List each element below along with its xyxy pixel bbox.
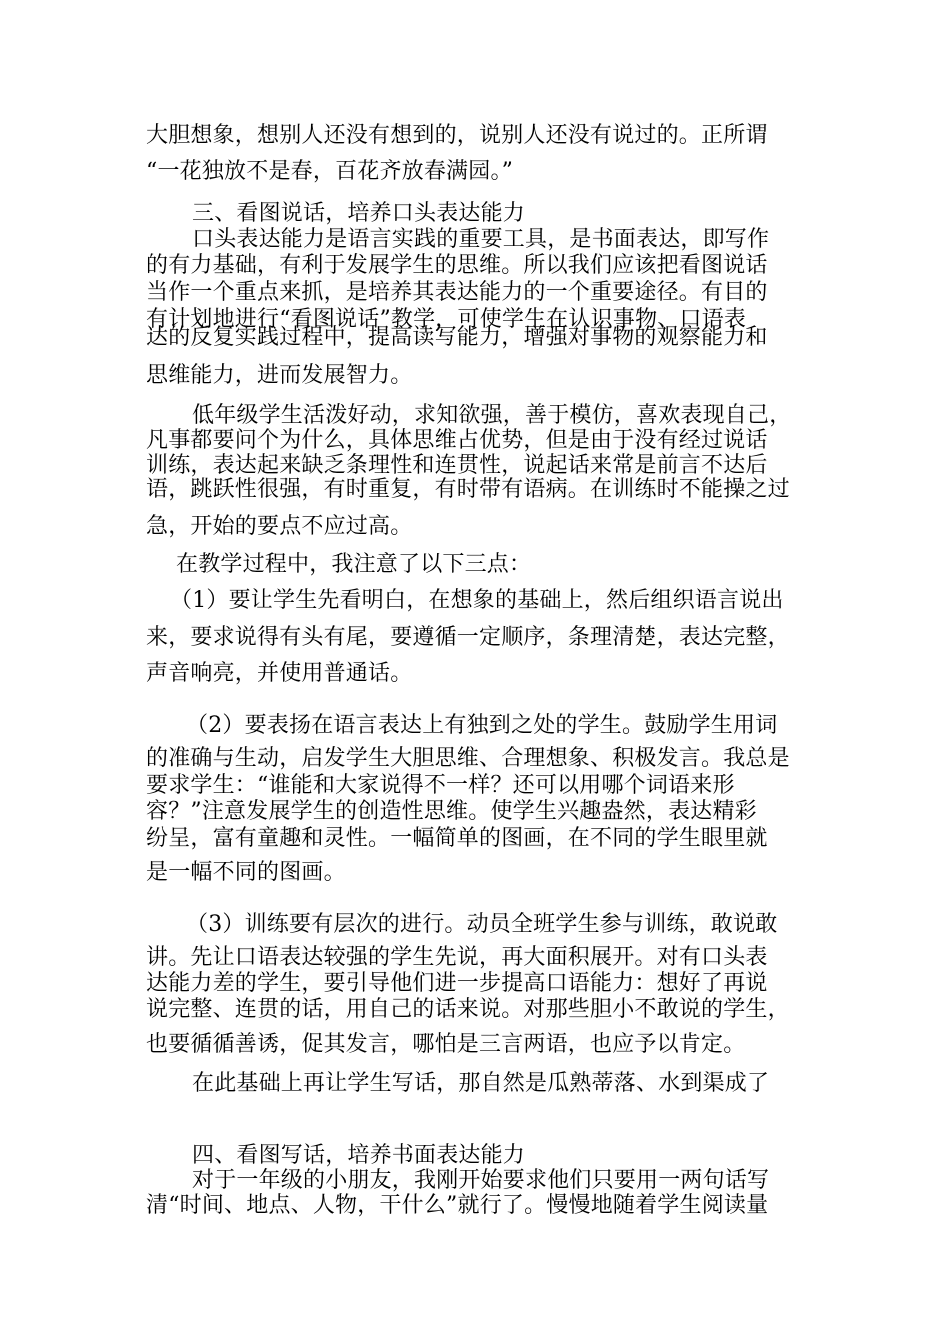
- text-line: 的准确与生动，启发学生大胆思维、合理想象、积极发言。我总是: [146, 746, 790, 771]
- section-heading: 三、看图说话，培养口头表达能力: [192, 201, 526, 226]
- text-line: 急，开始的要点不应过高。: [146, 514, 413, 539]
- text-line: 清“时间、地点、人物，干什么”就行了。慢慢地随着学生阅读量: [146, 1193, 769, 1218]
- text-line: 纷呈，富有童趣和灵性。一幅简单的图画，在不同的学生眼里就: [146, 826, 768, 851]
- text-line: 口头表达能力是语言实践的重要工具，是书面表达，即写作: [192, 227, 770, 252]
- text-line: 在教学过程中，我注意了以下三点：: [176, 552, 532, 577]
- text-line: 当作一个重点来抓，是培养其表达能力的一个重要途径。有目的: [146, 280, 768, 305]
- text-line: “一花独放不是春，百花齐放春满园。”: [146, 159, 514, 184]
- text-line: 要求学生：“谁能和大家说得不一样？还可以用哪个词语来形: [146, 773, 735, 798]
- text-line: 大胆想象，想别人还没有想到的，说别人还没有说过的。正所谓: [146, 123, 768, 148]
- list-item: （3）训练要有层次的进行。动员全班学生参与训练，敢说敢: [186, 912, 778, 937]
- text-line: 声音响亮，并使用普通话。: [146, 661, 413, 686]
- text-line: 来，要求说得有头有尾，要遵循一定顺序，条理清楚，表达完整，: [146, 625, 790, 650]
- text-line: 达的反复实践过程中，提高读写能力，增强对事物的观察能力和: [146, 325, 768, 350]
- text-line: 在此基础上再让学生写话，那自然是瓜熟蒂落、水到渠成了: [192, 1071, 770, 1096]
- text-line: 凡事都要问个为什么，具体思维占优势，但是由于没有经过说话: [146, 428, 768, 453]
- text-line: 容？”注意发展学生的创造性思维。使学生兴趣盎然，表达精彩: [146, 799, 757, 824]
- text-line: 思维能力，进而发展智力。: [146, 363, 413, 388]
- text-line: 说完整、连贯的话，用自己的话来说。对那些胆小不敢说的学生，: [146, 997, 790, 1022]
- text-line: 达能力差的学生，要引导他们进一步提高口语能力：想好了再说: [146, 971, 768, 996]
- text-line: 的有力基础，有利于发展学生的思维。所以我们应该把看图说话: [146, 253, 768, 278]
- section-heading: 四、看图写话，培养书面表达能力: [192, 1143, 526, 1168]
- list-item: （2）要表扬在语言表达上有独到之处的学生。鼓励学生用词: [186, 713, 778, 738]
- text-line: 训练，表达起来缺乏条理性和连贯性，说起话来常是前言不达后: [146, 453, 768, 478]
- text-line: 语，跳跃性很强，有时重复，有时带有语病。在训练时不能操之过: [146, 477, 790, 502]
- text-line: 讲。先让口语表达较强的学生先说，再大面积展开。对有口头表: [146, 945, 768, 970]
- text-line: 也要循循善诱，促其发言，哪怕是三言两语，也应予以肯定。: [146, 1032, 746, 1057]
- text-line: 有计划地进行“看图说话”教学，可使学生在认识事物、口语表: [146, 307, 747, 332]
- text-line: 对于一年级的小朋友，我刚开始要求他们只要用一两句话写: [192, 1168, 770, 1193]
- text-line: 低年级学生活泼好动，求知欲强，善于模仿，喜欢表现自己，: [192, 403, 792, 428]
- text-line: 是一幅不同的图画。: [146, 860, 346, 885]
- list-item: （1）要让学生先看明白，在想象的基础上，然后组织语言说出: [170, 588, 784, 613]
